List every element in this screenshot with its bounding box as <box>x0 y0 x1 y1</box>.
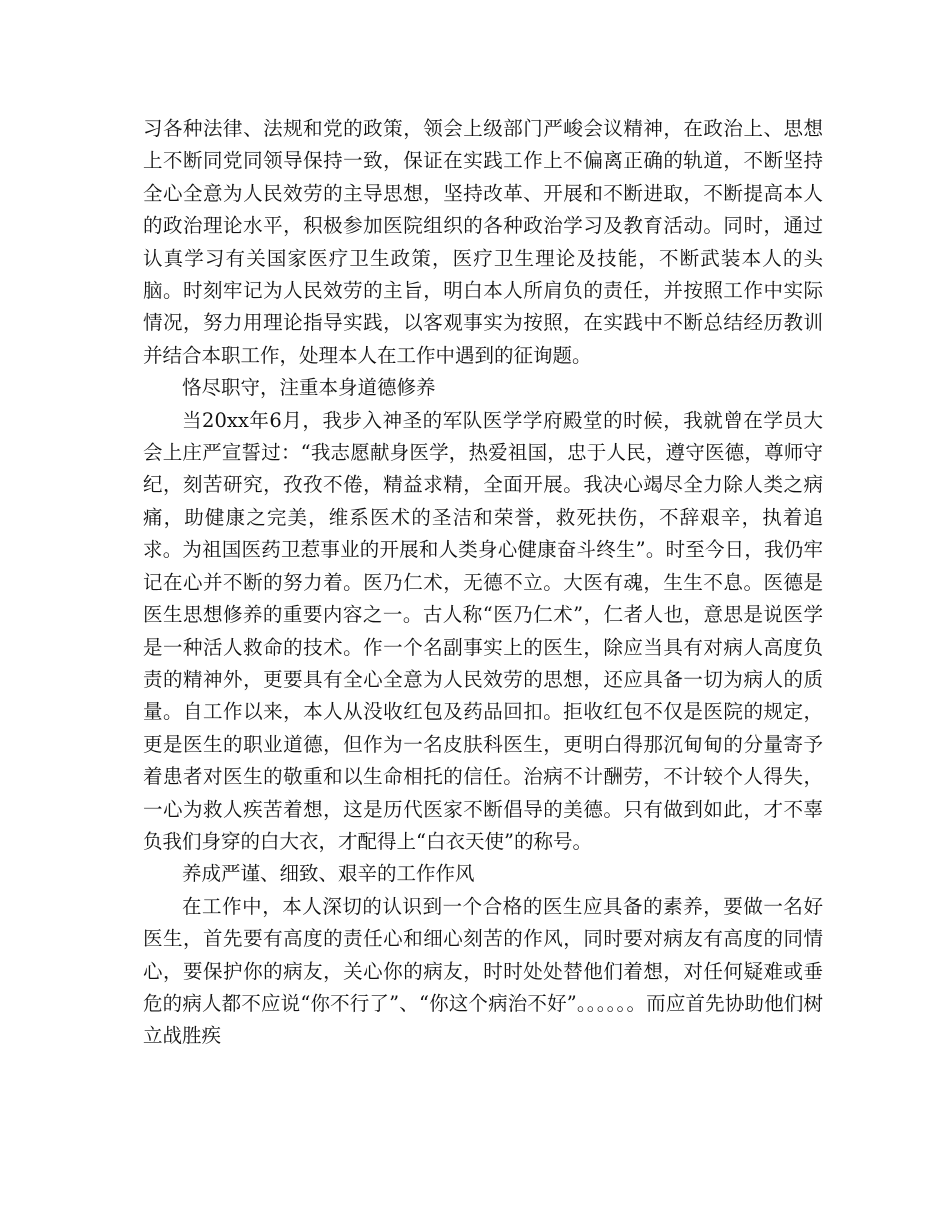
section-heading-work-style: 养成严谨、细致、艰辛的工作作风 <box>182 862 475 886</box>
paragraph-medical-ethics: 当20xx年6月，我步入神圣的军队医学学府殿堂的时候，我就曾在学员大会上庄严宣誓过：“我志愿献身医学，热爱祖国，忠于人民，遵守医德，尊师守纪，刻苦研究，孜孜不倦，精益求精，全面开展。我决心竭尽全力除人类之病痛，助健康之完美，维系医术的圣洁和荣誉，救死扶伤，不辞艰辛，执着追求。为祖国医药卫惹事业的开展和人类身心健康奋斗终生”。时至今日，我仍牢记在心并不断的努力着。医乃仁术，无德不立。大医有魂，生生不息。医德是医生思想修养的重要内容之一。古人称“医乃仁术”，仁者人也，意思是说医学是一种活人救命的技术。作一个名副事实上的医生，除应当具有对病人高度负责的精神外，更要具有全心全意为人民效劳的思想，还应具备一切为病人的质量。自工作以来，本人从没收红包及药品回扣。拒收红包不仅是医院的规定，更是医生的职业道德，但作为一名皮肤科医生，更明白得那沉甸甸的分量寄予着患者对医生的敬重和以生命相托的信任。治病不计酬劳，不计较个人得失，一心为救人疾苦着想，这是历代医家不断倡导的美德。只有做到如此，才不辜负我们身穿的白大衣，才配得上“白衣天使”的称号。 <box>143 408 823 853</box>
paragraph-doctor-responsibility: 在工作中，本人深切的认识到一个合格的医生应具备的素养，要做一名好医生，首先要有高度的责任心和细心刻苦的作风，同时要对病友有高度的同情心，要保护你的病友，关心你的病友，时时处处替他们着想，对任何疑难或垂危的病人都不应说“你不行了”、“你这个病治不好”。。。。。。而应首先协助他们树立战胜疾 <box>143 894 823 1048</box>
paragraph-political-study: 习各种法律、法规和党的政策，领会上级部门严峻会议精神，在政治上、思想上不断同党同领导保持一致，保证在实践工作上不偏离正确的轨道，不断坚持全心全意为人民效劳的主导思想，坚持改革、开展和不断进取，不断提高本人的政治理论水平，积极参加医院组织的各种政治学习及教育活动。同时，通过认真学习有关国家医疗卫生政策，医疗卫生理论及技能，不断武装本人的头脑。时刻牢记为人民效劳的主旨，明白本人所肩负的责任，并按照工作中实际情况，努力用理论指导实践，以客观事实为按照，在实践中不断总结经历教训并结合本职工作，处理本人在工作中遇到的征询题。 <box>143 117 823 367</box>
section-heading-moral-cultivation: 恪尽职守，注重本身道德修养 <box>182 376 436 400</box>
document-body <box>143 113 823 1053</box>
